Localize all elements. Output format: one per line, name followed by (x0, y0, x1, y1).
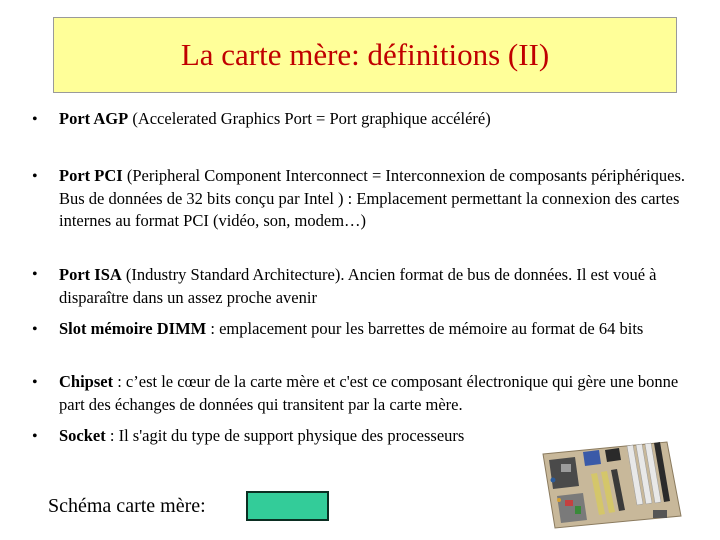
item-term: Socket (59, 426, 106, 445)
bullet-marker: • (32, 111, 38, 128)
item-text: : emplacement pour les barrettes de mémoire au format de 64 bits (206, 319, 644, 338)
bullet-marker: • (32, 374, 38, 391)
list-item (59, 108, 691, 131)
list-item (59, 425, 559, 448)
bullet-marker: • (32, 321, 38, 338)
item-text: : c’est le cœur de la carte mère et c'est ce composant électronique qui gère une bonne part des échanges de données qui transitent par la carte mère. (59, 372, 679, 414)
list-item (59, 371, 691, 416)
title-box (53, 17, 677, 93)
list-item (59, 165, 691, 233)
item-text: : Il s'agit du type de support physique des processeurs (105, 426, 465, 445)
item-text: (Industry Standard Architecture). Ancien format de bus de données. Il est voué à disparaître dans un assez proche avenir (59, 265, 657, 307)
item-text: (Peripheral Component Interconnect = Interconnexion de composants périphériques. Bus de données de 32 bits conçu par Intel ) : Emplacement permettant la connexion des cartes internes au format PCI (vidéo, son, modem…) (59, 166, 686, 230)
item-term: Port ISA (59, 265, 122, 284)
bullet-marker: • (32, 428, 38, 445)
item-term: Port PCI (59, 166, 123, 185)
slide-title: La carte mère: définitions (II) (180, 37, 550, 72)
item-term: Port AGP (59, 109, 129, 128)
motherboard-photo-icon (535, 440, 685, 530)
item-text: (Accelerated Graphics Port = Port graphique accéléré) (128, 109, 491, 128)
bullet-marker: • (32, 266, 38, 283)
bullet-marker: • (32, 168, 38, 185)
list-item (59, 318, 691, 341)
schema-label: Schéma carte mère: (48, 495, 206, 517)
list-item (59, 264, 691, 309)
item-term: Slot mémoire DIMM (59, 319, 207, 338)
item-term: Chipset (59, 372, 114, 391)
schema-link-button[interactable] (246, 491, 329, 521)
